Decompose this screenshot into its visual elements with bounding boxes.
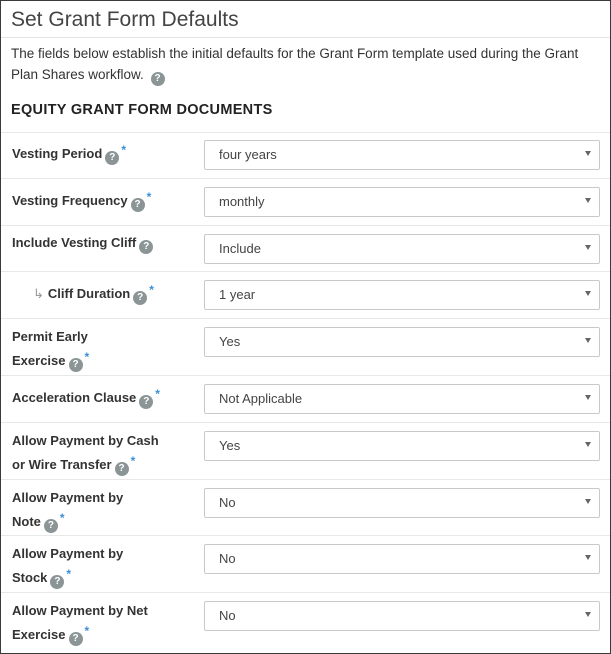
payment-cash-wire-select[interactable] xyxy=(204,431,600,461)
select-value: Not Applicable xyxy=(219,391,303,406)
page-title: Set Grant Form Defaults xyxy=(11,8,239,31)
help-icon[interactable]: ? xyxy=(69,358,83,372)
help-icon[interactable]: ? xyxy=(115,462,129,476)
payment-net-exercise-select[interactable] xyxy=(204,601,600,631)
help-icon[interactable]: ? xyxy=(105,151,119,165)
field-row-payment-cash-wire xyxy=(1,422,610,480)
required-icon: * xyxy=(149,283,154,297)
acceleration-clause-select[interactable] xyxy=(204,384,600,414)
chevron-down-icon xyxy=(585,555,591,560)
field-row-payment-net-exercise xyxy=(1,592,610,653)
vesting-period-select[interactable] xyxy=(204,140,600,170)
payment-note-select[interactable] xyxy=(204,488,600,518)
indent-arrow-icon: ↳ xyxy=(33,286,44,301)
chevron-down-icon xyxy=(585,612,591,617)
field-row-include-vesting-cliff xyxy=(1,225,610,272)
select-value: Include xyxy=(219,241,261,256)
field-label-text-2: Exercise xyxy=(12,627,66,642)
required-icon: * xyxy=(84,350,90,364)
field-label-text: Allow Payment by Cash xyxy=(12,433,159,448)
help-icon[interactable]: ? xyxy=(133,291,147,305)
chevron-down-icon xyxy=(585,442,591,447)
help-icon[interactable]: ? xyxy=(44,519,58,533)
help-icon[interactable]: ? xyxy=(139,240,153,254)
field-label-text: Acceleration Clause xyxy=(12,390,137,405)
required-icon: * xyxy=(146,190,152,204)
required-icon: * xyxy=(66,567,72,581)
required-icon: * xyxy=(155,387,160,401)
field-label-text: Vesting Period xyxy=(12,146,103,161)
title-divider xyxy=(1,37,610,38)
field-label-text: Allow Payment by xyxy=(12,546,124,561)
field-label xyxy=(12,187,192,212)
field-row-vesting-period xyxy=(1,132,610,179)
select-value: No xyxy=(219,495,236,510)
required-icon: * xyxy=(121,143,126,157)
help-icon[interactable]: ? xyxy=(151,72,165,86)
field-label xyxy=(12,233,192,254)
required-icon: * xyxy=(84,624,90,638)
field-label xyxy=(12,327,192,372)
select-value: Yes xyxy=(219,334,241,349)
field-label-text: Allow Payment by xyxy=(12,490,124,505)
field-row-payment-stock xyxy=(1,535,610,593)
page-description xyxy=(11,43,599,86)
field-label-text: Vesting Frequency xyxy=(12,193,128,208)
field-label xyxy=(12,140,192,165)
field-row-acceleration-clause xyxy=(1,375,610,423)
vesting-frequency-select[interactable] xyxy=(204,187,600,217)
field-label-text: Allow Payment by Net xyxy=(12,603,148,618)
chevron-down-icon xyxy=(585,151,591,156)
help-icon[interactable]: ? xyxy=(139,395,153,409)
field-label-text: Cliff Duration xyxy=(47,286,131,301)
field-label-text-2: Note xyxy=(12,514,41,529)
field-label xyxy=(12,488,192,533)
section-title: EQUITY GRANT FORM DOCUMENTS xyxy=(11,102,273,118)
chevron-down-icon xyxy=(585,499,591,504)
chevron-down-icon xyxy=(585,245,591,250)
field-row-cliff-duration xyxy=(1,271,610,319)
field-row-vesting-frequency xyxy=(1,178,610,226)
permit-early-exercise-select[interactable] xyxy=(204,327,600,357)
required-icon: * xyxy=(130,454,136,468)
field-label xyxy=(12,544,192,589)
select-value: monthly xyxy=(219,194,265,209)
select-value: four years xyxy=(219,147,277,162)
help-icon[interactable]: ? xyxy=(131,198,145,212)
select-value: No xyxy=(219,551,236,566)
field-label xyxy=(33,280,213,305)
cliff-duration-select[interactable] xyxy=(204,280,600,310)
field-label-text-2: Stock xyxy=(12,570,48,585)
select-value: No xyxy=(219,608,236,623)
chevron-down-icon xyxy=(585,291,591,296)
field-label xyxy=(12,384,192,409)
help-icon[interactable]: ? xyxy=(50,575,64,589)
field-label-text-2: or Wire Transfer xyxy=(12,457,112,472)
field-row-permit-early-exercise xyxy=(1,318,610,376)
select-value: Yes xyxy=(219,438,241,453)
select-value: 1 year xyxy=(219,287,256,302)
field-label-text-2: Exercise xyxy=(12,353,66,368)
description-text: The fields below establish the initial defaults for the Grant Form template used during the Grant Plan Shares workflow. xyxy=(11,46,579,82)
payment-stock-select[interactable] xyxy=(204,544,600,574)
help-icon[interactable]: ? xyxy=(69,632,83,646)
chevron-down-icon xyxy=(585,395,591,400)
field-label-text: Include Vesting Cliff xyxy=(12,235,137,250)
chevron-down-icon xyxy=(585,198,591,203)
chevron-down-icon xyxy=(585,338,591,343)
field-label xyxy=(12,431,192,476)
field-label-text: Permit Early xyxy=(12,329,88,344)
required-icon: * xyxy=(59,511,65,525)
field-row-payment-note xyxy=(1,479,610,536)
field-label xyxy=(12,601,192,646)
include-vesting-cliff-select[interactable] xyxy=(204,234,600,264)
